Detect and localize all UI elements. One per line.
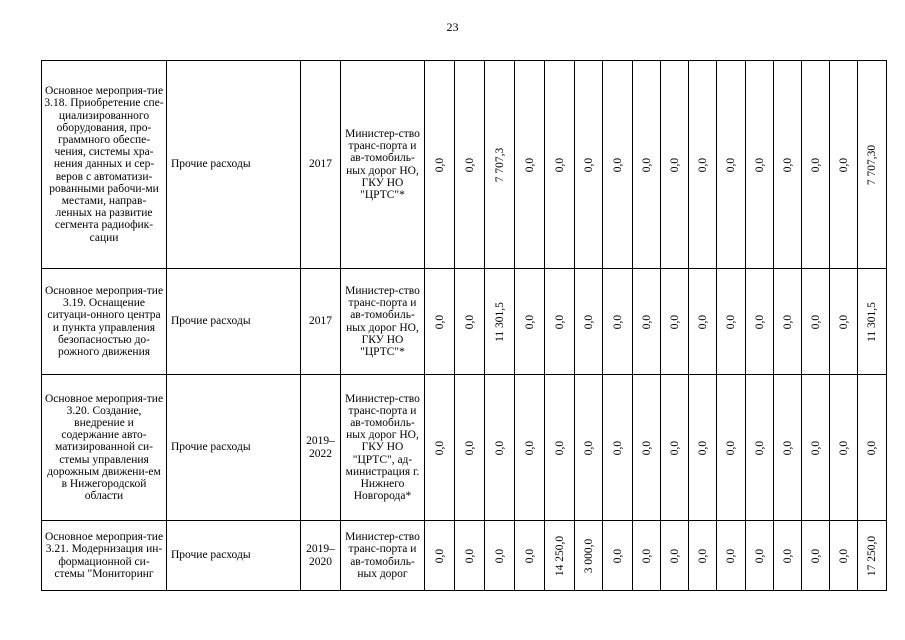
value-cell <box>717 375 746 521</box>
value-text: 0,0 <box>582 440 595 455</box>
value-cell <box>603 521 633 591</box>
value-cell <box>485 269 515 375</box>
value-text: 0,0 <box>523 157 536 172</box>
value-cell <box>689 521 717 591</box>
value-cell <box>425 375 455 521</box>
value-text: 0,0 <box>668 548 681 563</box>
value-cell <box>515 61 545 269</box>
value-text: 0,0 <box>724 440 737 455</box>
value-cell <box>830 521 858 591</box>
value-cell <box>515 269 545 375</box>
value-text: 0,0 <box>668 440 681 455</box>
value-cell <box>545 375 575 521</box>
executor-cell: Министер-ство транс-порта и ав-томобиль-ных дорог <box>341 521 425 591</box>
value-cell <box>425 521 455 591</box>
value-cell <box>774 375 802 521</box>
value-cell <box>633 521 661 591</box>
value-text: 0,0 <box>809 548 822 563</box>
value-text: 0,0 <box>781 548 794 563</box>
value-text: 0,0 <box>463 440 476 455</box>
value-text: 0,0 <box>611 548 624 563</box>
value-cell <box>633 375 661 521</box>
value-cell <box>661 269 689 375</box>
value-cell <box>746 375 774 521</box>
value-cell <box>575 375 603 521</box>
value-text: 0,0 <box>809 157 822 172</box>
period-cell: 2019–2022 <box>301 375 341 521</box>
value-cell <box>485 61 515 269</box>
activity-name-cell: Основное мероприя-тие 3.19. Оснащение ситуаци-онного центра и пункта управления безопасностью до-рожного движения <box>42 269 167 375</box>
activity-name-cell: Основное мероприя-тие 3.21. Модернизация ин-формационной си-стемы "Мониторинг <box>42 521 167 591</box>
value-text: 0,0 <box>640 548 653 563</box>
value-text: 0,0 <box>668 157 681 172</box>
value-text: 0,0 <box>640 440 653 455</box>
value-cell <box>603 61 633 269</box>
value-cell <box>830 269 858 375</box>
value-text: 0,0 <box>837 157 850 172</box>
table-row <box>42 61 887 269</box>
value-text: 0,0 <box>753 548 766 563</box>
value-text: 0,0 <box>582 157 595 172</box>
value-cell <box>575 61 603 269</box>
value-text: 0,0 <box>611 157 624 172</box>
value-text: 0,0 <box>781 157 794 172</box>
value-text: 14 250,0 <box>553 535 566 576</box>
value-cell <box>545 521 575 591</box>
value-cell <box>689 61 717 269</box>
value-cell <box>717 61 746 269</box>
value-text: 0,0 <box>433 548 446 563</box>
activity-name-cell: Основное мероприя-тие 3.18. Приобретение спе-циализированного оборудования, про-граммного обеспе-чения, системы хра-нения данных и сер-веров с автоматизи-рованными рабочи-ми местами, направ-ленных на развитие сегмента радиофик-сации <box>42 61 167 269</box>
value-text: 0,0 <box>493 548 506 563</box>
value-text: 7 707,3 <box>493 147 506 182</box>
expense-type-cell: Прочие расходы <box>167 375 301 521</box>
value-cell <box>830 61 858 269</box>
value-text: 0,0 <box>433 314 446 329</box>
value-text: 0,0 <box>696 440 709 455</box>
value-text: 11 301,5 <box>865 301 878 342</box>
value-cell <box>802 375 830 521</box>
value-cell <box>455 61 485 269</box>
value-cell <box>802 521 830 591</box>
value-cell <box>515 375 545 521</box>
value-cell <box>774 269 802 375</box>
value-text: 0,0 <box>837 440 850 455</box>
value-cell <box>661 375 689 521</box>
value-text: 0,0 <box>611 440 624 455</box>
value-text: 0,0 <box>433 440 446 455</box>
value-cell <box>603 375 633 521</box>
table-row <box>42 375 887 521</box>
value-cell <box>485 375 515 521</box>
value-cell <box>689 375 717 521</box>
value-cell <box>717 521 746 591</box>
value-text: 0,0 <box>724 157 737 172</box>
value-text: 0,0 <box>753 314 766 329</box>
value-text: 3 000,0 <box>582 538 595 573</box>
value-cell <box>802 61 830 269</box>
executor-cell: Министер-ство транс-порта и ав-томобиль-ных дорог НО, ГКУ НО "ЦРТС", ад-министрация г. Нижнего Новгорода* <box>341 375 425 521</box>
executor-cell: Министер-ство транс-порта и ав-томобиль-ных дорог НО, ГКУ НО "ЦРТС"* <box>341 61 425 269</box>
value-text: 0,0 <box>724 314 737 329</box>
activity-name-cell: Основное мероприя-тие 3.20. Создание, внедрение и содержание авто-матизированной си-стемы управления дорожным движени-ем в Нижегородской области <box>42 375 167 521</box>
value-text: 0,0 <box>493 440 506 455</box>
value-text: 0,0 <box>696 157 709 172</box>
value-cell <box>858 375 887 521</box>
value-cell <box>455 521 485 591</box>
value-text: 0,0 <box>753 157 766 172</box>
value-text: 0,0 <box>611 314 624 329</box>
value-text: 0,0 <box>523 548 536 563</box>
value-cell <box>774 521 802 591</box>
value-text: 0,0 <box>668 314 681 329</box>
value-cell <box>545 269 575 375</box>
value-cell <box>774 61 802 269</box>
expense-type-cell: Прочие расходы <box>167 61 301 269</box>
value-text: 0,0 <box>865 440 878 455</box>
value-text: 0,0 <box>553 314 566 329</box>
value-text: 0,0 <box>781 314 794 329</box>
value-cell <box>661 521 689 591</box>
value-text: 0,0 <box>640 314 653 329</box>
expense-type-cell: Прочие расходы <box>167 521 301 591</box>
value-text: 0,0 <box>640 157 653 172</box>
value-cell <box>746 269 774 375</box>
value-text: 0,0 <box>553 157 566 172</box>
page-number: 23 <box>446 20 459 34</box>
value-text: 0,0 <box>433 157 446 172</box>
value-text: 0,0 <box>463 314 476 329</box>
value-text: 0,0 <box>553 440 566 455</box>
period-cell: 2017 <box>301 61 341 269</box>
value-cell <box>830 375 858 521</box>
value-text: 0,0 <box>463 157 476 172</box>
value-cell <box>575 269 603 375</box>
value-text: 0,0 <box>523 440 536 455</box>
value-cell <box>425 61 455 269</box>
value-cell <box>746 61 774 269</box>
value-text: 0,0 <box>837 314 850 329</box>
value-text: 7 707,30 <box>865 144 878 185</box>
value-text: 0,0 <box>809 440 822 455</box>
value-text: 11 301,5 <box>493 301 506 342</box>
value-text: 0,0 <box>463 548 476 563</box>
value-text: 0,0 <box>696 314 709 329</box>
value-cell <box>858 269 887 375</box>
value-cell <box>717 269 746 375</box>
value-cell <box>575 521 603 591</box>
value-text: 0,0 <box>809 314 822 329</box>
value-cell <box>802 269 830 375</box>
value-cell <box>858 61 887 269</box>
value-text: 0,0 <box>837 548 850 563</box>
table-row <box>42 269 887 375</box>
value-cell <box>545 61 575 269</box>
budget-table <box>41 60 887 591</box>
value-text: 0,0 <box>696 548 709 563</box>
value-text: 0,0 <box>753 440 766 455</box>
table-row <box>42 521 887 591</box>
value-cell <box>746 521 774 591</box>
value-cell <box>425 269 455 375</box>
value-cell <box>858 521 887 591</box>
value-text: 0,0 <box>523 314 536 329</box>
value-cell <box>661 61 689 269</box>
value-cell <box>455 269 485 375</box>
value-text: 0,0 <box>582 314 595 329</box>
expense-type-cell: Прочие расходы <box>167 269 301 375</box>
value-cell <box>485 521 515 591</box>
period-cell: 2019–2020 <box>301 521 341 591</box>
value-cell <box>603 269 633 375</box>
value-cell <box>515 521 545 591</box>
value-text: 0,0 <box>781 440 794 455</box>
period-cell: 2017 <box>301 269 341 375</box>
value-cell <box>455 375 485 521</box>
executor-cell: Министер-ство транс-порта и ав-томобиль-ных дорог НО, ГКУ НО "ЦРТС"* <box>341 269 425 375</box>
value-cell <box>689 269 717 375</box>
value-text: 0,0 <box>724 548 737 563</box>
value-text: 17 250,0 <box>865 535 878 576</box>
value-cell <box>633 269 661 375</box>
value-cell <box>633 61 661 269</box>
